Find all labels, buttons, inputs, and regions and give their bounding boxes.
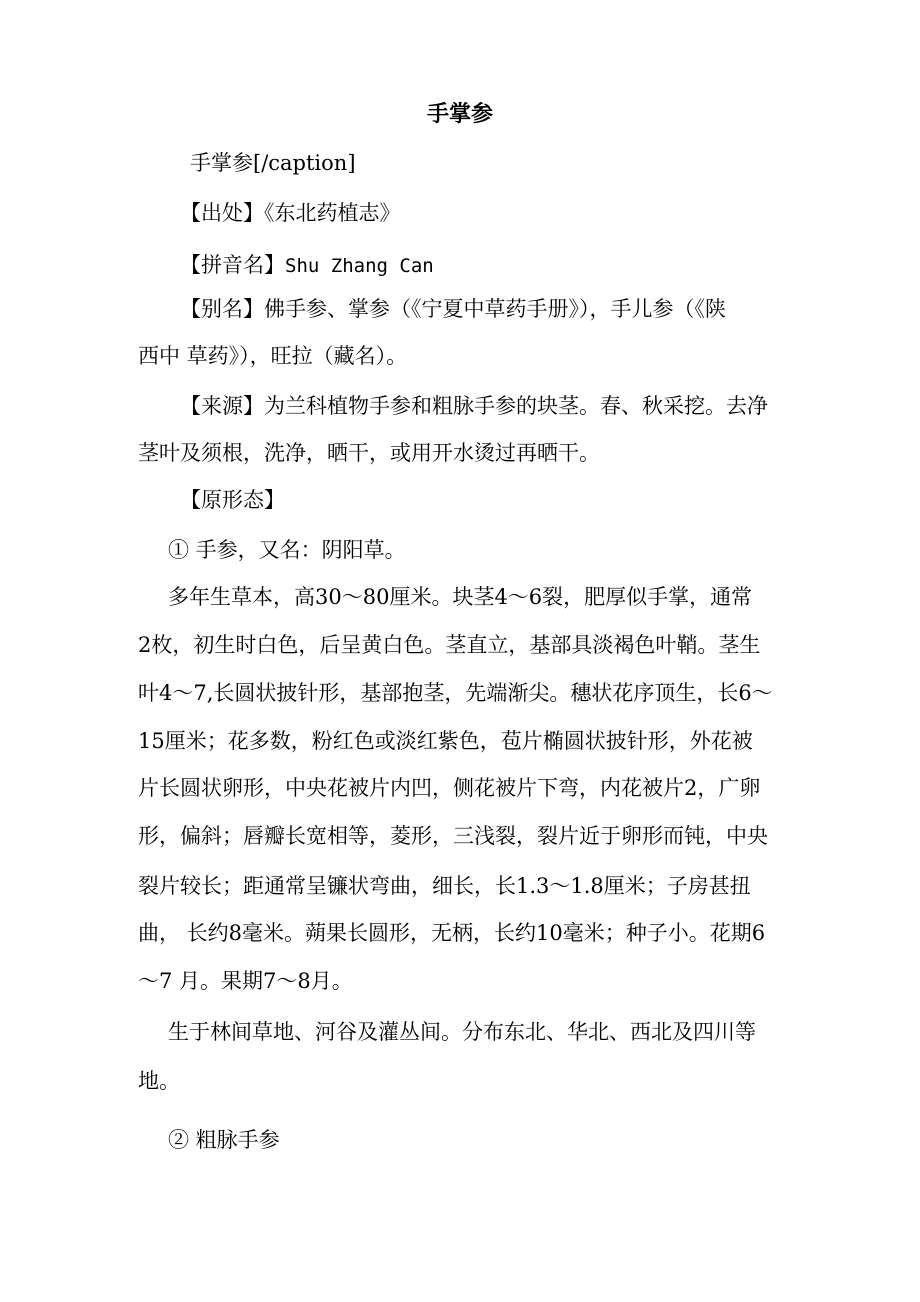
morphology-heading: 【原形态】 bbox=[180, 488, 285, 512]
pinyin-label: 【拼音名】 bbox=[180, 253, 285, 277]
pinyin-entry bbox=[180, 250, 434, 281]
document-title: 手掌参 bbox=[426, 102, 493, 127]
pinyin-text: Shu Zhang Can bbox=[285, 255, 434, 277]
species1-heading: ① 手参，又名：阴阳草。 bbox=[168, 538, 406, 562]
alias-line: 【别名】佛手参、掌参（《宁夏中草药手册》），手儿参（《陕 bbox=[180, 297, 726, 321]
species1-line: 多年生草本，高30〜80厘米。块茎4〜6裂，肥厚似手掌，通常 bbox=[168, 585, 753, 609]
species1-line: 叶4〜7,长圆状披针形，基部抱茎，先端渐尖。穗状花序顶生，长6〜 bbox=[138, 681, 773, 705]
source-entry bbox=[180, 198, 401, 228]
species2-heading: ② 粗脉手参 bbox=[168, 1128, 280, 1152]
species1-line: 曲， 长约8毫米。蒴果长圆形，无柄，长约10毫米；种子小。花期6 bbox=[138, 921, 766, 945]
species1-line: 片长圆状卵形，中央花被片内凹，侧花被片下弯，内花被片2，广卵 bbox=[138, 776, 761, 800]
distribution-line: 地。 bbox=[138, 1069, 180, 1093]
species1-line: 〜7 月。果期7〜8月。 bbox=[138, 969, 353, 993]
caption-text: 手掌参[/caption] bbox=[190, 151, 356, 175]
origin-line: 茎叶及须根，洗净，晒干，或用开水烫过再晒干。 bbox=[138, 441, 600, 465]
distribution-line: 生于林间草地、河谷及灌丛间。分布东北、华北、西北及四川等 bbox=[168, 1020, 756, 1044]
species1-line: 裂片较长；距通常呈镰状弯曲，细长，长1.3〜1.8厘米；子房甚扭 bbox=[138, 874, 751, 898]
species1-line: 15厘米；花多数，粉红色或淡红紫色，苞片椭圆状披针形，外花被 bbox=[138, 729, 753, 753]
alias-line: 西中 草药》），旺拉（藏名）。 bbox=[138, 344, 408, 368]
source-text: 《东北药植志》 bbox=[264, 201, 401, 225]
species1-line: 2枚，初生时白色，后呈黄白色。茎直立，基部具淡褐色叶鞘。茎生 bbox=[138, 633, 761, 657]
species1-line: 形，偏斜；唇瓣长宽相等，菱形，三浅裂，裂片近于卵形而钝，中央 bbox=[138, 824, 768, 848]
source-label: 【出处】 bbox=[180, 201, 264, 225]
origin-line: 【来源】为兰科植物手参和粗脉手参的块茎。春、秋采挖。去净 bbox=[180, 394, 768, 418]
